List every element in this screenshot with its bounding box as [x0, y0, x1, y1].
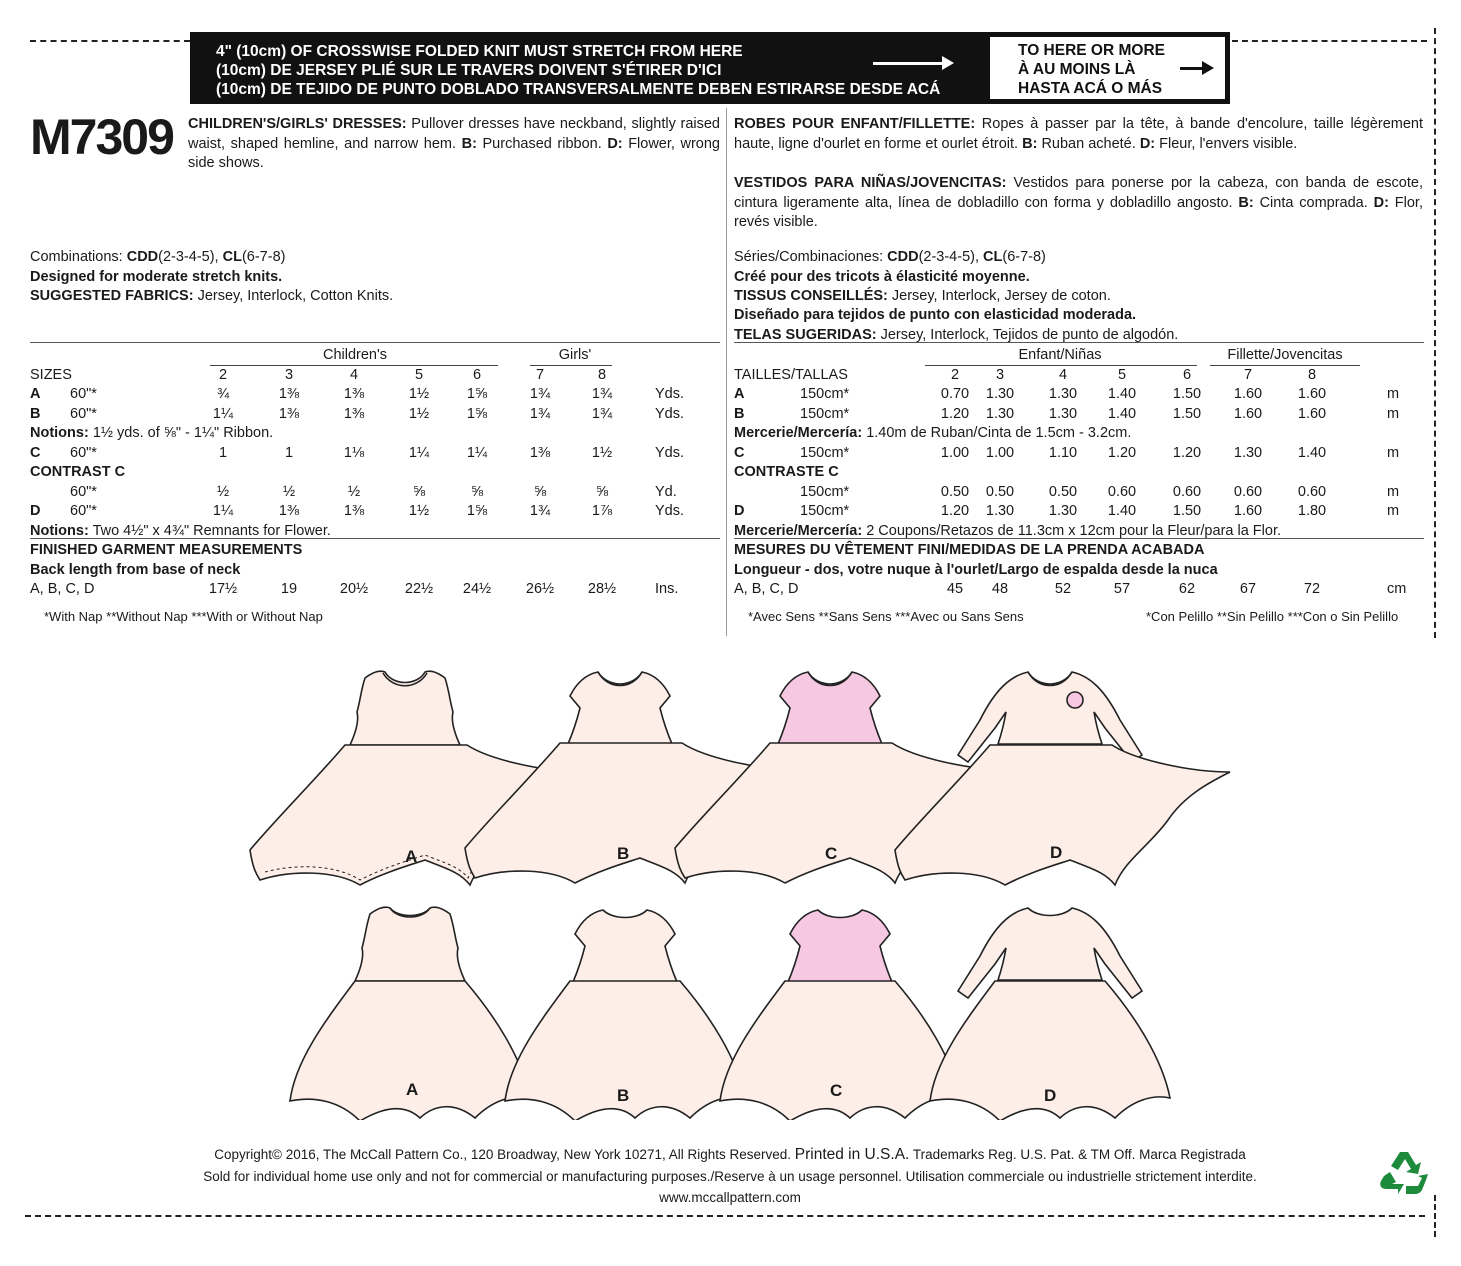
yardage-value: 1.10: [1048, 444, 1078, 461]
section-heading: FINISHED GARMENT MEASUREMENTS: [30, 542, 303, 558]
yardage-value: 1.30: [985, 386, 1015, 402]
gauge-line-en: 4" (10cm) OF CROSSWISE FOLDED KNIT MUST STRETCH FROM HERE: [216, 43, 743, 60]
yardage-value: 1.50: [1172, 386, 1202, 402]
unit-label: m: [1387, 405, 1400, 422]
nap-footnote-fr: *Avec Sens **Sans Sens ***Avec ou Sans Sens: [748, 609, 1024, 624]
yardage-value: 1.30: [1233, 444, 1263, 461]
fabric-width: 60"*: [70, 483, 97, 500]
cut-line-bottom-right: [1434, 1195, 1436, 1237]
size-column-header: 6: [472, 366, 482, 383]
yardage-value: ⅝: [595, 483, 609, 500]
yardage-value: ⅝: [412, 483, 426, 500]
yardage-value: 1¼: [212, 405, 234, 422]
designed-en: Designed for moderate stretch knits.: [30, 269, 283, 285]
nap-footnote-en: *With Nap **Without Nap ***With or Without Nap: [44, 609, 323, 624]
yardage-value: 52: [1054, 581, 1072, 597]
copyright-line: Copyright© 2016, The McCall Pattern Co., 120 Broadway, New York 10271, All Rights Reserved. Printed in U.S.A. Trademarks Reg. U.S. Pat. & TM Off. Marca Registrada: [214, 1146, 1246, 1163]
yardage-value: 1⅜: [343, 386, 365, 402]
yardage-value: 1½: [408, 405, 430, 422]
rule-left: [30, 342, 720, 343]
fabric-width: 150cm*: [800, 444, 850, 461]
nap-footnote-es: *Con Pelillo **Sin Pelillo ***Con o Sin Pelillo: [1146, 609, 1399, 624]
yardage-value: ½: [282, 483, 296, 500]
view-label-d-front: D: [1050, 843, 1063, 862]
yardage-value: 0.60: [1172, 483, 1202, 500]
yardage-value: ⅝: [533, 483, 547, 500]
yardage-value: 0.50: [940, 483, 970, 500]
gauge-end-en: TO HERE OR MORE: [1018, 42, 1165, 59]
unit-label: Yds.: [655, 503, 685, 519]
size-group-header: Fillette/Jovencitas: [1227, 347, 1343, 363]
view-letter: A, B, C, D: [734, 581, 799, 597]
yardage-value: 22½: [404, 581, 434, 597]
designed-es: Diseñado para tejidos de punto con elasticidad moderada.: [734, 307, 1137, 323]
yardage-value: 1⅞: [591, 503, 613, 519]
yardage-value: ¾: [216, 386, 230, 402]
yardage-value: 1.30: [1048, 386, 1078, 402]
fabric-width: 150cm*: [800, 483, 850, 500]
yardage-value: 1.30: [985, 503, 1015, 519]
yardage-value: 1.30: [1048, 405, 1078, 422]
yardage-value: 1⅝: [466, 503, 488, 519]
column-divider: [726, 108, 727, 636]
unit-label: m: [1387, 483, 1400, 500]
yardage-value: 0.50: [1048, 483, 1078, 500]
notions-line: Notions: 1½ yds. of ⅝" - 1¼" Ribbon.: [30, 425, 274, 441]
yardage-value: 26½: [525, 581, 555, 597]
yardage-value: 72: [1303, 581, 1321, 597]
view-letter: B: [30, 405, 41, 422]
cut-line-right: [1434, 28, 1436, 638]
pattern-number: M7309: [30, 109, 173, 165]
fabrics-fr: TISSUS CONSEILLÉS: Jersey, Interlock, Jersey de coton.: [734, 288, 1111, 304]
yardage-value: ⅝: [470, 483, 484, 500]
size-column-header: 2: [218, 366, 228, 383]
yardage-value: 1.20: [1172, 444, 1202, 461]
unit-label: Ins.: [655, 581, 679, 597]
sizes-label: SIZES: [30, 366, 72, 383]
yardage-value: 1⅝: [466, 405, 488, 422]
size-column-header: 7: [535, 366, 545, 383]
arrow-right-icon: [873, 62, 948, 65]
yardage-value: ½: [347, 483, 361, 500]
yardage-value: 1.00: [940, 444, 970, 461]
view-letter: C: [30, 444, 41, 461]
yardage-value: ½: [216, 483, 230, 500]
view-letter: B: [734, 405, 745, 422]
size-column-header: 3: [284, 366, 294, 383]
gauge-end-fr: À AU MOINS LÀ: [1018, 61, 1136, 78]
yardage-value: 1⅜: [529, 444, 551, 461]
yardage-value: 1.20: [940, 503, 970, 519]
yardage-value: 1.40: [1107, 386, 1137, 402]
yardage-value: 1⅛: [343, 444, 365, 461]
view-label-c-front: C: [825, 844, 838, 863]
description-en: CHILDREN'S/GIRLS' DRESSES: Pullover dresses have neckband, slightly raised waist, shaped hemline, and narrow hem. B: Purchased ribbon. D: Flower, wrong side shows.: [188, 116, 720, 171]
gauge-end-es: HASTA ACÁ O MÁS: [1018, 80, 1163, 97]
yardage-value: 1.30: [1048, 503, 1078, 519]
yardage-value: 17½: [208, 581, 238, 597]
gauge-line-es: (10cm) DE TEJIDO DE PUNTO DOBLADO TRANSVERSALMENTE DEBEN ESTIRARSE DESDE ACÁ: [216, 81, 941, 98]
yardage-value: 1½: [408, 503, 430, 519]
size-column-header: 8: [1307, 366, 1317, 383]
yardage-value: 1.20: [1107, 444, 1137, 461]
yardage-value: 24½: [462, 581, 492, 597]
size-column-header: 3: [995, 366, 1005, 383]
size-group-header: Enfant/Niñas: [1018, 347, 1102, 363]
yardage-value: 1: [218, 444, 228, 461]
yardage-value: 0.70: [940, 386, 970, 402]
yardage-value: 19: [280, 581, 298, 597]
size-column-header: 4: [349, 366, 359, 383]
size-column-header: 6: [1182, 366, 1192, 383]
yardage-value: 1.50: [1172, 503, 1202, 519]
yardage-value: 1.60: [1233, 386, 1263, 402]
fabric-width: 60"*: [70, 503, 97, 519]
yardage-value: 0.60: [1297, 483, 1327, 500]
dress-illustrations: [0, 660, 1461, 1120]
section-heading: Back length from base of neck: [30, 561, 241, 578]
yardage-value: 1¼: [212, 503, 234, 519]
unit-label: Yds.: [655, 405, 685, 422]
yardage-value: 1¾: [529, 405, 551, 422]
yardage-value: 1.80: [1297, 503, 1327, 519]
unit-label: m: [1387, 444, 1400, 461]
view-letter: D: [734, 503, 745, 519]
unit-label: m: [1387, 503, 1400, 519]
section-heading: CONTRASTE C: [734, 464, 839, 480]
description-es: VESTIDOS PARA NIÑAS/JOVENCITAS: Vestidos para ponerse por la cabeza, con banda de escote, cintura ligeramente alta, línea de dobladillo con forma y dobladillo angosto. B: Cinta comprada. D: Flor, revés visible.: [734, 175, 1423, 230]
yardage-value: 48: [991, 581, 1009, 597]
view-label-a-front: A: [405, 847, 418, 866]
fabric-width: 60"*: [70, 444, 97, 461]
yardage-value: 1⅜: [278, 503, 300, 519]
yardage-value: 1¾: [591, 405, 613, 422]
flower-icon: [1067, 692, 1083, 708]
yardage-value: 1¼: [466, 444, 488, 461]
notions-line: Mercerie/Mercería: 1.40m de Ruban/Cinta de 1.5cm - 3.2cm.: [734, 425, 1132, 441]
fabric-width: 60"*: [70, 405, 97, 422]
size-column-header: 2: [950, 366, 960, 383]
section-heading: MESURES DU VÊTEMENT FINI/MEDIDAS DE LA PRENDA ACABADA: [734, 542, 1205, 558]
yardage-value: 1.40: [1107, 405, 1137, 422]
unit-label: Yd.: [655, 483, 677, 500]
yardage-value: 57: [1113, 581, 1131, 597]
yardage-value: 1⅜: [278, 386, 300, 402]
yardage-value: 45: [946, 581, 964, 597]
combinations-en: Combinations: CDD(2-3-4-5), CL(6-7-8): [30, 249, 286, 265]
yardage-value: 1½: [591, 444, 613, 461]
unit-label: Yds.: [655, 386, 685, 402]
yardage-value: 1⅜: [278, 405, 300, 422]
yardage-value: 1.60: [1233, 405, 1263, 422]
notions-line: Mercerie/Mercería: 2 Coupons/Retazos de 11.3cm x 12cm pour la Fleur/para la Flor.: [734, 522, 1282, 539]
fabrics-en: SUGGESTED FABRICS: Jersey, Interlock, Cotton Knits.: [30, 288, 394, 304]
size-column-header: 8: [597, 366, 607, 383]
description-fr: ROBES POUR ENFANT/FILLETTE: Ropes à passer par la tête, à bande d'encolure, taille légèrement haute, ligne d'ourlet en forme et ourlet étroit. B: Ruban acheté. D: Fleur, l'envers visible.: [734, 116, 1423, 152]
yardage-value: 67: [1239, 581, 1257, 597]
view-letter: C: [734, 444, 745, 461]
fabrics-es: TELAS SUGERIDAS: Jersey, Interlock, Tejidos de punto de algodón.: [734, 327, 1179, 343]
designed-fr: Créé pour des tricots à élasticité moyenne.: [734, 269, 1030, 285]
yardage-value: 1.20: [940, 405, 970, 422]
yardage-value: 1½: [408, 386, 430, 402]
fabric-width: 150cm*: [800, 386, 850, 402]
yardage-value: 1.50: [1172, 405, 1202, 422]
cut-line-top-left: [30, 40, 190, 42]
size-column-header: 5: [414, 366, 424, 383]
sizes-label: TAILLES/TALLAS: [734, 366, 848, 383]
size-column-header: 4: [1058, 366, 1068, 383]
size-group-header: Children's: [322, 347, 388, 363]
view-letter: A: [734, 386, 745, 402]
yardage-value: 1.60: [1233, 503, 1263, 519]
stretch-gauge-text: [216, 42, 940, 99]
arrow-right-icon: [1180, 67, 1208, 70]
yardage-value: 1¾: [591, 386, 613, 402]
view-label-b-back: B: [617, 1086, 630, 1105]
yardage-value: 0.50: [985, 483, 1015, 500]
yardage-value: 1⅝: [466, 386, 488, 402]
recycle-icon: [1378, 1150, 1430, 1198]
yardage-value: 0.60: [1107, 483, 1137, 500]
view-label-c-back: C: [830, 1081, 843, 1100]
yardage-value: 1.00: [985, 444, 1015, 461]
cut-line-bottom: [25, 1215, 1425, 1217]
yardage-value: 1.30: [985, 405, 1015, 422]
yardage-value: 20½: [339, 581, 369, 597]
unit-label: m: [1387, 386, 1400, 402]
gauge-end-box: [990, 37, 1225, 99]
yardage-value: 0.60: [1233, 483, 1263, 500]
section-heading: CONTRAST C: [30, 464, 126, 480]
yardage-value: 1.60: [1297, 405, 1327, 422]
gauge-line-fr: (10cm) DE JERSEY PLIÉ SUR LE TRAVERS DOIVENT S'ÉTIRER D'ICI: [216, 62, 722, 79]
website: www.mccallpattern.com: [659, 1190, 801, 1205]
fabric-width: 60"*: [70, 386, 97, 402]
fabric-width: 150cm*: [800, 503, 850, 519]
yardage-value: 1.40: [1107, 503, 1137, 519]
yardage-value: 1.40: [1297, 444, 1327, 461]
view-letter: A, B, C, D: [30, 581, 95, 597]
size-column-header: 5: [1117, 366, 1127, 383]
yardage-value: 1: [284, 444, 294, 461]
notions-line: Notions: Two 4½" x 4¾" Remnants for Flower.: [30, 522, 331, 539]
yardage-value: 1⅜: [343, 503, 365, 519]
combinations-fr-es: Séries/Combinaciones: CDD(2-3-4-5), CL(6-7-8): [734, 249, 1046, 265]
section-heading: Longueur - dos, votre nuque à l'ourlet/Largo de espalda desde la nuca: [734, 561, 1218, 578]
yardage-value: 1.60: [1297, 386, 1327, 402]
yardage-value: 1¾: [529, 386, 551, 402]
unit-label: cm: [1387, 581, 1407, 597]
yardage-value: 1¼: [408, 444, 430, 461]
size-group-header: Girls': [558, 347, 592, 363]
yardage-value: 62: [1178, 581, 1196, 597]
usage-notice: Sold for individual home use only and not for commercial or manufacturing purposes./Reserve à un usage personnel. Utilisation commerciale ou industrielle strictement interdite.: [203, 1169, 1257, 1184]
yardage-value: 1¾: [529, 503, 551, 519]
yardage-value: 1⅜: [343, 405, 365, 422]
view-label-d-back: D: [1044, 1086, 1057, 1105]
cut-line-top-right: [1232, 40, 1427, 42]
view-letter: A: [30, 386, 41, 402]
yardage-value: 28½: [587, 581, 617, 597]
view-letter: D: [30, 503, 41, 519]
size-column-header: 7: [1243, 366, 1253, 383]
unit-label: Yds.: [655, 444, 685, 461]
fabric-width: 150cm*: [800, 405, 850, 422]
view-label-a-back: A: [406, 1080, 419, 1099]
view-label-b-front: B: [617, 844, 630, 863]
stretch-gauge: [190, 32, 1230, 104]
